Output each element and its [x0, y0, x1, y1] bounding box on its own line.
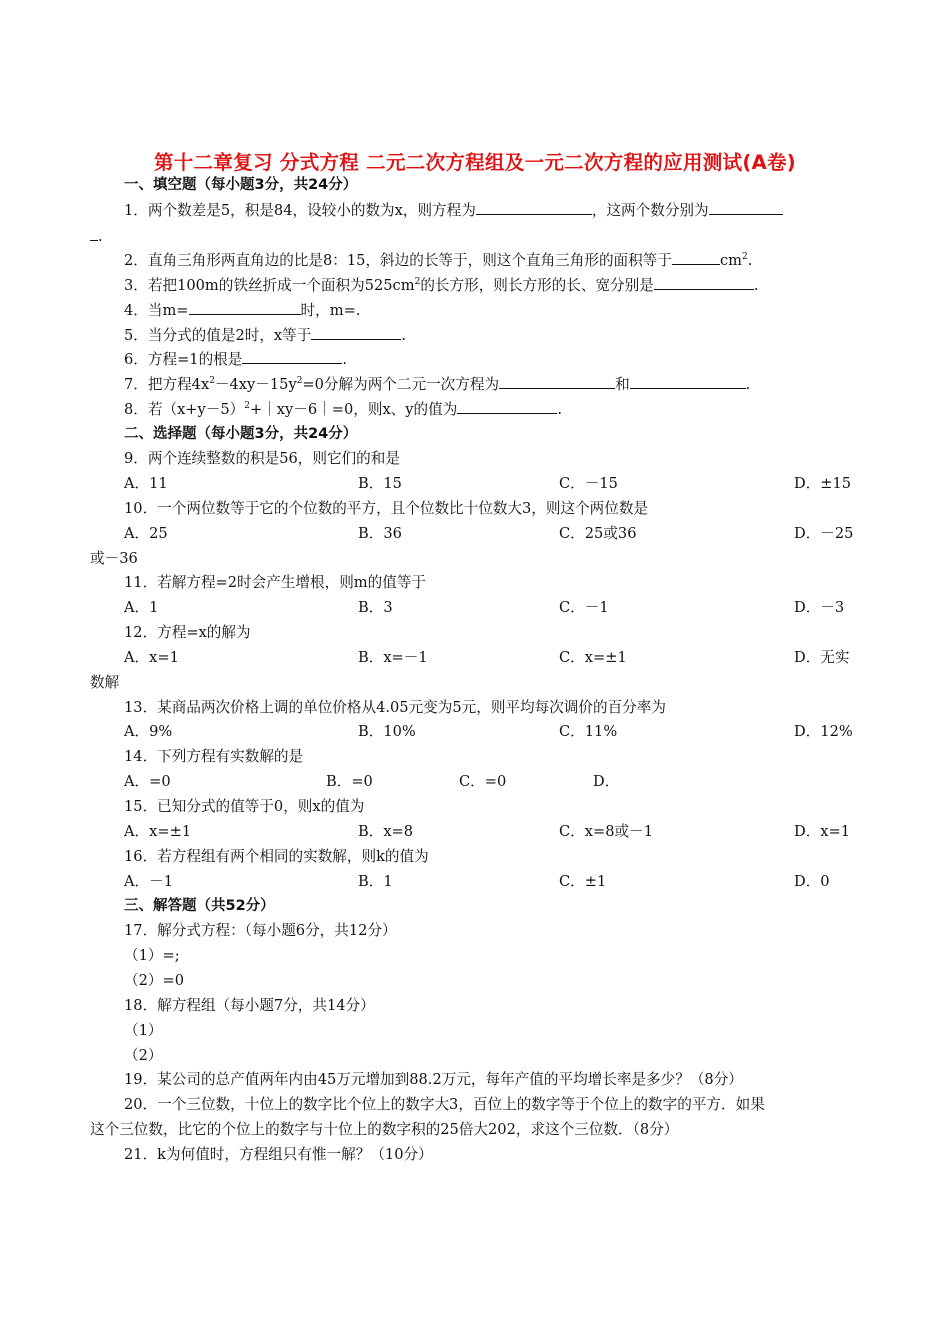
- question-7-and: 和: [615, 376, 630, 393]
- question-stem: 13．某商品两次价格上调的单位价格从4.05元变为5元，则平均每次调价的百分率为: [124, 699, 666, 716]
- option-a: A．9%: [124, 723, 173, 740]
- option-d: D．12%: [794, 723, 853, 740]
- option-b: B．10%: [358, 723, 416, 740]
- answer-blank: [709, 200, 783, 215]
- option-c: C．11%: [559, 723, 618, 740]
- question-1: [124, 200, 783, 221]
- option-c: C．x=±1: [559, 649, 627, 666]
- question-stem: 14．下列方程有实数解的是: [124, 748, 304, 765]
- option-c: C．=0: [459, 773, 507, 790]
- question-1-text-2: ，这两个数分别为: [591, 202, 709, 219]
- section-heading-choice: 二、选择题（每小题3分，共24分）: [124, 426, 358, 442]
- question-6: [124, 349, 347, 370]
- question-18-part-1: （1）: [124, 1022, 163, 1039]
- option-d: D．无实: [794, 649, 850, 666]
- option-b: B．36: [358, 525, 402, 542]
- option-a: A．=0: [124, 773, 171, 790]
- option-d: D．－3: [794, 599, 845, 616]
- question-17-part-2: （2）=0: [124, 972, 184, 989]
- question-18: 18．解方程组（每小题7分，共14分）: [124, 997, 375, 1014]
- option-b: B．x=－1: [358, 649, 428, 666]
- question-stem: 10．一个两位数等于它的个位数的平方，且个位数比十位数大3，则这个两位数是: [124, 500, 649, 517]
- answer-blank: [476, 200, 592, 215]
- question-2: [124, 250, 752, 271]
- option-d-wrap: 或－36: [90, 550, 138, 567]
- question-6-text: 6．方程=1的根是: [124, 351, 243, 368]
- superscript: 2: [209, 376, 215, 387]
- question-17-part-1: （1）=;: [124, 947, 180, 964]
- question-3-text-2: 的长方形，则长方形的长、宽分别是: [420, 277, 654, 294]
- answer-blank: [457, 399, 557, 414]
- question-20-wrap: 这个三位数，比它的个位上的数字与十位上的数字积的25倍大202，求这个三位数．（8分）: [90, 1121, 679, 1138]
- question-8-text: 8．若（x+y－5）: [124, 401, 245, 418]
- option-a: A．x=1: [124, 649, 179, 666]
- answer-blank: [90, 226, 98, 241]
- question-3-end: .: [753, 277, 759, 294]
- option-d: D．0: [794, 873, 830, 890]
- option-d: D．: [593, 773, 620, 790]
- answer-blank: [672, 250, 720, 265]
- question-2-end: .: [747, 252, 753, 269]
- option-d: D．±15: [794, 475, 852, 492]
- question-stem: 12．方程=x的解为: [124, 624, 251, 641]
- answer-blank: [654, 275, 754, 290]
- section-heading-fill: 一、填空题（每小题3分，共24分）: [124, 177, 358, 193]
- option-b: B．x=8: [358, 823, 414, 840]
- question-19: 19．某公司的总产值两年内由45万元增加到88.2万元，每年产值的平均增长率是多少？（8分）: [124, 1071, 743, 1088]
- question-17: 17．解分式方程：（每小题6分，共12分）: [124, 922, 397, 939]
- option-a: A．－1: [124, 873, 174, 890]
- superscript: 2: [414, 277, 421, 288]
- option-b: B．=0: [326, 773, 373, 790]
- question-6-end: .: [342, 351, 348, 368]
- question-7-text-3: =0分解为两个二元一次方程为: [302, 376, 500, 393]
- question-7-text: 7．把方程4x: [124, 376, 210, 393]
- question-2-text: 2．直角三角形两直角边的比是8：15，斜边的长等于，则这个直角三角形的面积等于: [124, 252, 672, 269]
- question-4-text-2: 时，m=.: [300, 302, 361, 319]
- unit-cm: cm: [719, 252, 742, 269]
- superscript: 2: [296, 376, 303, 387]
- answer-blank: [242, 349, 342, 364]
- question-5-text: 5．当分式的值是2时，x等于: [124, 327, 312, 344]
- question-18-part-2: （2）: [124, 1047, 163, 1064]
- page-title: 第十二章复习 分式方程 二元二次方程组及一元二次方程的应用测试(A卷): [154, 151, 796, 174]
- question-3: [124, 275, 758, 296]
- option-c: C．25或36: [559, 525, 637, 542]
- question-stem: 9．两个连续整数的积是56，则它们的和是: [124, 450, 400, 467]
- option-c: C．±1: [559, 873, 607, 890]
- question-7: [124, 374, 750, 395]
- option-c: C．－1: [559, 599, 609, 616]
- superscript: 2: [741, 252, 748, 263]
- option-c: C．－15: [559, 475, 618, 492]
- question-4-text: 4．当m=: [124, 302, 189, 319]
- question-stem: 16．若方程组有两个相同的实数解，则k的值为: [124, 848, 429, 865]
- question-5-end: .: [401, 327, 406, 344]
- question-20: 20．一个三位数，十位上的数字比个位上的数字大3，百位上的数字等于个位上的数字的平方．如果: [124, 1096, 765, 1113]
- question-8-text-2: +｜xy－6｜=0，则x、y的值为: [249, 401, 458, 418]
- option-b: B．3: [358, 599, 393, 616]
- option-c: C．x=8或－1: [559, 823, 653, 840]
- question-stem: 11．若解方程=2时会产生增根，则m的值等于: [124, 574, 427, 591]
- option-a: A．x=±1: [124, 823, 192, 840]
- option-a: A．1: [124, 599, 159, 616]
- question-5: [124, 325, 406, 346]
- option-d-wrap: 数解: [90, 674, 120, 691]
- question-stem: 15．已知分式的值等于0，则x的值为: [124, 798, 365, 815]
- option-d: D．－25: [794, 525, 854, 542]
- option-d: D．x=1: [794, 823, 851, 840]
- option-b: B．1: [358, 873, 393, 890]
- section-heading-solve: 三、解答题（共52分）: [124, 898, 275, 914]
- question-7-end: .: [745, 376, 751, 393]
- question-8: [124, 399, 562, 420]
- question-1-text: 1．两个数差是5，积是84，设较小的数为x，则方程为: [124, 202, 476, 219]
- question-7-text-2: －4xy－15y: [214, 376, 297, 393]
- answer-blank: [630, 374, 746, 389]
- question-3-text: 3．若把100m的铁丝折成一个面积为525cm: [124, 277, 415, 294]
- question-21: 21．k为何值时，方程组只有惟一解？（10分）: [124, 1146, 433, 1163]
- option-a: A．25: [124, 525, 168, 542]
- answer-blank: [189, 300, 301, 315]
- question-1-wrap: [90, 226, 103, 247]
- option-a: A．11: [124, 475, 168, 492]
- question-4: [124, 300, 360, 321]
- option-b: B．15: [358, 475, 402, 492]
- answer-blank: [311, 325, 401, 340]
- question-1-end: .: [98, 228, 103, 245]
- superscript: 2: [244, 401, 250, 412]
- answer-blank: [499, 374, 615, 389]
- question-8-end: .: [557, 401, 562, 418]
